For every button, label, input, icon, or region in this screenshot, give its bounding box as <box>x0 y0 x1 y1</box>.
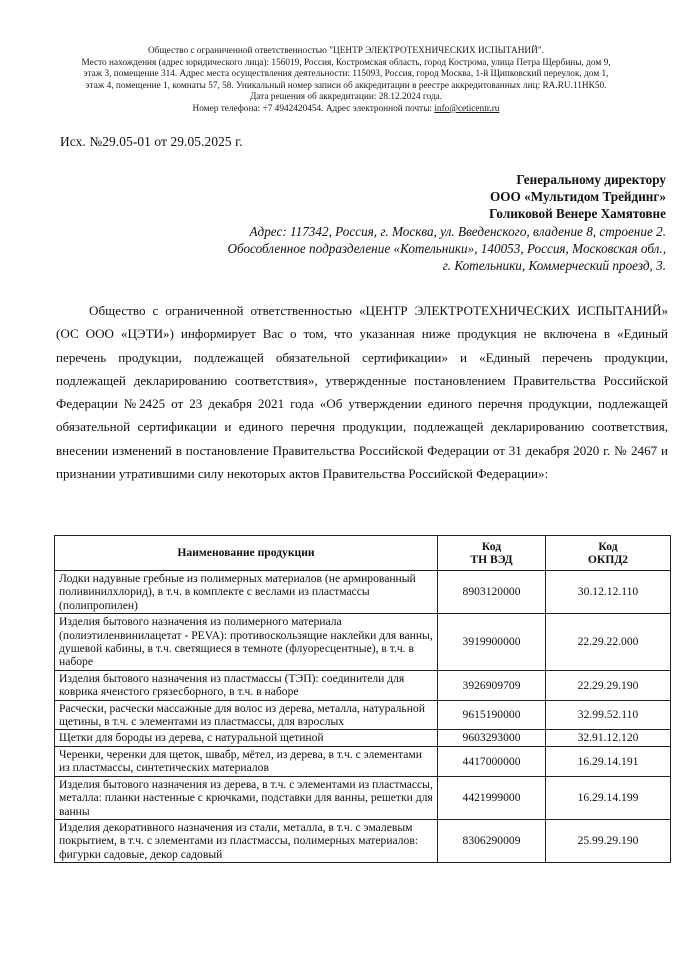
table-row <box>55 571 671 614</box>
header-okpd <box>546 536 671 571</box>
table-row <box>55 776 671 819</box>
contacts-text: Номер телефона: +7 4942420454. Адрес электронной почты: <box>192 103 435 114</box>
addressee-block <box>226 172 666 275</box>
organization-header <box>40 46 652 116</box>
org-header-line: этаж 3, помещение 314. Адрес места осуществления деятельности: 115093, Россия, город Москва, 1-й Щипковский переулок, дом 1, <box>83 69 609 80</box>
addressee-address-line: Обособленное подразделение «Котельники», 140053, Россия, Московская обл., <box>227 241 666 257</box>
product-name-cell: Расчески, расчески массажные для волос из дерева, металла, натуральной щетины, в т.ч. с элементами из пластмассы, для взрослых <box>55 700 438 730</box>
product-name-cell: Изделия бытового назначения из дерева, в т.ч. с элементами из пластмассы, металла: планки настенные с крючками, подставки для ванны, решетки для ванны <box>55 776 438 819</box>
addressee-address-line: г. Котельники, Коммерческий проезд, 3. <box>442 257 666 273</box>
table-row <box>55 746 671 776</box>
okpd-code-cell: 22.29.29.190 <box>546 670 671 700</box>
addressee-person: Голиковой Венере Хамятовне <box>489 205 666 221</box>
okpd-code-cell: 32.99.52.110 <box>546 700 671 730</box>
outgoing-number: Исх. №29.05-01 от 29.05.2025 г. <box>60 134 243 149</box>
okpd-code-cell: 16.29.14.191 <box>546 746 671 776</box>
header-tnved <box>438 536 546 571</box>
table-header-row <box>55 536 671 571</box>
tnved-code-cell: 3919900000 <box>438 614 546 671</box>
addressee-company: ООО «Мультидом Трейдинг» <box>490 188 666 204</box>
table-row <box>55 700 671 730</box>
org-header-line: Дата решения об аккредитации: 28.12.2024 года. <box>249 92 443 103</box>
tnved-code-cell: 8306290009 <box>438 819 546 862</box>
product-name-cell: Изделия декоративного назначения из стали, металла, в т.ч. с эмалевым покрытием, в т.ч. с элементами из пластмассы, полимерных материалов: фигурки садовые, декор садовый <box>55 819 438 862</box>
org-header-line: этаж 4, помещение 1, комнаты 57, 58. Уникальный номер записи об аккредитации в реестре аккредитованных лиц: RA.RU.11НК50. <box>85 80 607 91</box>
tnved-code-cell: 9603293000 <box>438 730 546 746</box>
header-tnved-line2: ТН ВЭД <box>470 553 513 566</box>
email-link[interactable]: info@ceticentr.ru <box>434 103 500 114</box>
header-okpd-line1: Код <box>598 539 618 553</box>
org-header-line: Общество с ограниченной ответственностью "ЦЕНТР ЭЛЕКТРОТЕХНИЧЕСКИХ ИСПЫТАНИЙ". <box>148 46 544 56</box>
table-row <box>55 819 671 862</box>
tnved-code-cell: 4421999000 <box>438 776 546 819</box>
tnved-code-cell: 9615190000 <box>438 700 546 730</box>
tnved-code-cell: 3926909709 <box>438 670 546 700</box>
tnved-code-cell: 4417000000 <box>438 746 546 776</box>
product-name-cell: Изделия бытового назначения из пластмассы (ТЭП): соединители для коврика ячеистого грязесборного, в т.ч. в наборе <box>55 670 438 700</box>
header-tnved-line1: Код <box>481 539 502 553</box>
addressee-position: Генеральному директору <box>516 172 666 187</box>
table-row <box>55 670 671 700</box>
product-name-cell: Щетки для бороды из дерева, с натуральной щетиной <box>55 730 438 746</box>
table-row <box>55 730 671 746</box>
okpd-code-cell: 16.29.14.199 <box>546 776 671 819</box>
org-contacts-line <box>40 104 652 116</box>
products-table-wrapper <box>54 535 670 863</box>
okpd-code-cell: 22.29.22.000 <box>546 614 671 671</box>
header-okpd-line2: ОКПД2 <box>587 553 629 566</box>
product-name-cell: Изделия бытового назначения из полимерного материала (полиэтиленвинилацетат - PEVA): противоскользящие наклейки для ванны, душевой кабины, в т.ч. светящиеся в темноте (флуоресцентные), в т.ч. в наборе <box>55 614 438 671</box>
okpd-code-cell: 32.91.12.120 <box>546 730 671 746</box>
products-table <box>54 535 671 863</box>
tnved-code-cell: 8903120000 <box>438 571 546 614</box>
okpd-code-cell: 30.12.12.110 <box>546 571 671 614</box>
body-paragraph: Общество с ограниченной ответственностью «ЦЕНТР ЭЛЕКТРОТЕХНИЧЕСКИХ ИСПЫТАНИЙ» (ОС ООО «ЦЭТИ») информирует Вас о том, что указанная ниже продукция не включена в «Единый перечень продукции, подлежащей обязательной сертификации» и «Единый перечень продукции, подлежащей декларированию соответствия», утвержденные постановлением Правительства Российской Федерации №2425 от 23 декабря 2021 года «Об утверждении единого перечня продукции, подлежащей обязательной сертификации и единого перечня продукции, подлежащей декларированию соответствия, внесении изменений в постановление Правительства Российской Федерации от 31 декабря 2020 г. № 2467 и признании утратившими силу некоторых актов Правительства Российской Федерации»: <box>56 303 668 482</box>
okpd-code-cell: 25.99.29.190 <box>546 819 671 862</box>
product-name-cell: Лодки надувные гребные из полимерных материалов (не армированный поливинилхлорид), в т.ч. в комплекте с веслами из пластмассы (полипропилен) <box>55 571 438 614</box>
org-header-line: Место нахождения (адрес юридического лица): 156019, Россия, Костромская область, город Кострома, улица Петра Щербины, дом 9, <box>81 57 611 68</box>
addressee-address-line: Адрес: 117342, Россия, г. Москва, ул. Введенского, владение 8, строение 2. <box>249 224 666 240</box>
header-product-name: Наименование продукции <box>55 536 438 571</box>
table-row <box>55 614 671 671</box>
product-name-cell: Черенки, черенки для щеток, швабр, мётел, из дерева, в т.ч. с элементами из пластмассы, синтетических материалов <box>55 746 438 776</box>
